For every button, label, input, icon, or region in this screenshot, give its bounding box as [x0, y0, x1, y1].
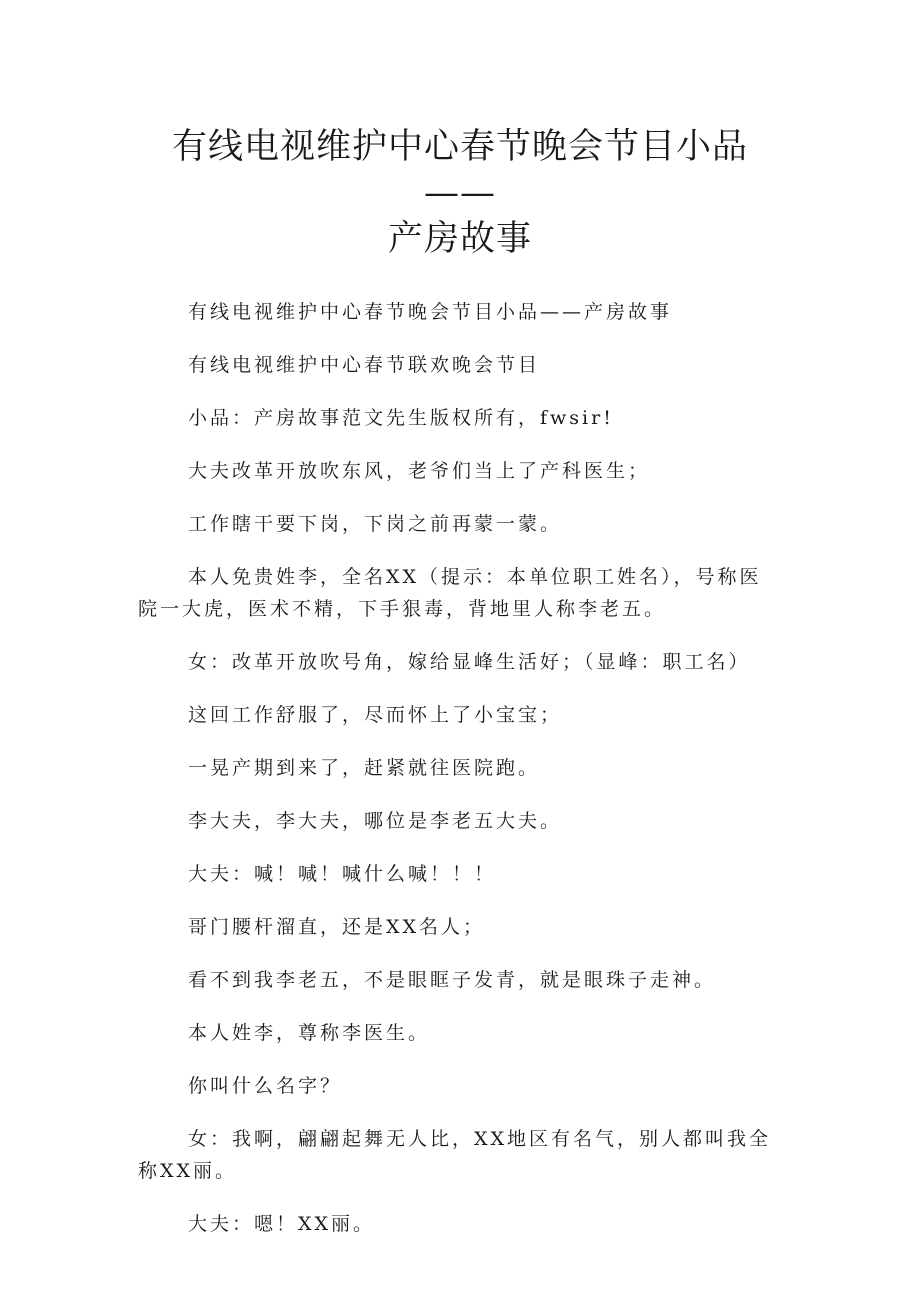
paragraph: 哥门腰杆溜直，还是XX名人； [188, 916, 486, 938]
paragraph: 本人姓李，尊称李医生。 [188, 1022, 431, 1044]
paragraph: 工作瞎干要下岗，下岗之前再蒙一蒙。 [188, 513, 563, 535]
paragraph: 一晃产期到来了，赶紧就往医院跑。 [188, 757, 541, 779]
paragraph: 小品：产房故事范文先生版权所有，fwsir! [188, 407, 614, 429]
paragraph: 大夫：喊！喊！喊什么喊！！！ [188, 863, 497, 885]
paragraph: 本人免贵姓李，全名XX（提示：本单位职工姓名），号称医院一大虎，医术不精，下手狠毒，背地里人称李老五。 [138, 566, 762, 620]
paragraph: 大夫改革开放吹东风，老爷们当上了产科医生； [188, 460, 651, 482]
paragraph: 这回工作舒服了，尽而怀上了小宝宝； [188, 704, 563, 726]
document-title [138, 124, 782, 262]
document-body [138, 296, 782, 1240]
paragraph: 你叫什么名字？ [188, 1075, 343, 1097]
paragraph: 李大夫，李大夫，哪位是李老五大夫。 [188, 810, 563, 832]
paragraph: 女：我啊，翩翩起舞无人比，XX地区有名气，别人都叫我全称XX丽。 [138, 1128, 772, 1182]
title-line-2: 产房故事 [387, 219, 532, 259]
paragraph: 大夫：嗯！XX丽。 [188, 1213, 376, 1235]
paragraph: 有线电视维护中心春节联欢晚会节目 [188, 354, 541, 376]
paragraph: 看不到我李老五，不是眼眶子发青，就是眼珠子走神。 [188, 969, 717, 991]
title-line-1: 有线电视维护中心春节晚会节目小品—— [171, 127, 748, 213]
paragraph: 女：改革开放吹号角，嫁给显峰生活好；（显峰：职工名） [188, 651, 751, 673]
paragraph: 有线电视维护中心春节晚会节目小品——产房故事 [188, 301, 673, 323]
